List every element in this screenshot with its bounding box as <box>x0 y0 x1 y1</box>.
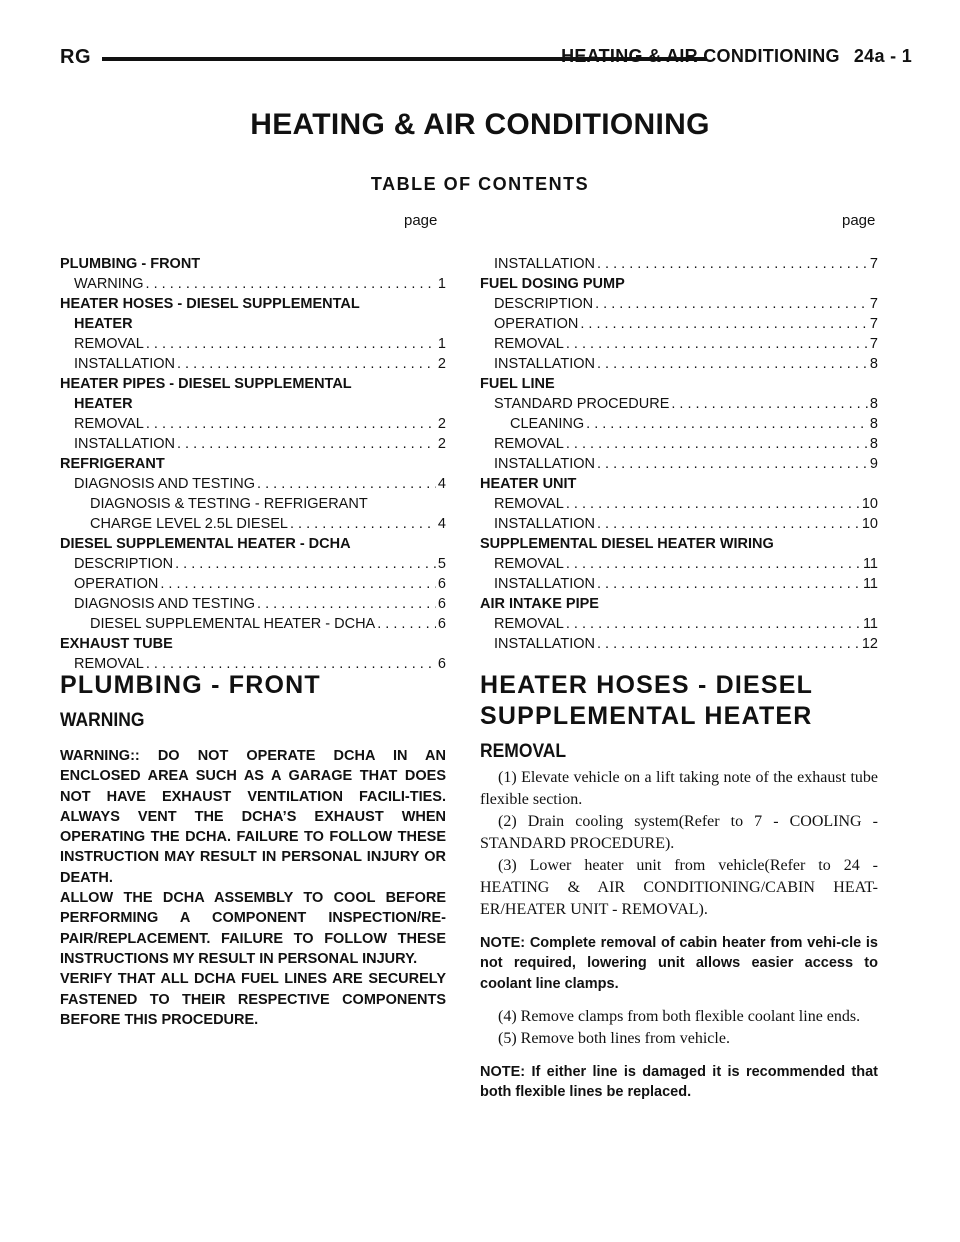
warning-block <box>60 746 446 1030</box>
toc-entry-label: OPERATION <box>494 316 579 332</box>
toc-entry-label: INSTALLATION <box>74 356 175 372</box>
toc-leader-dots <box>669 394 868 414</box>
toc-entry <box>480 254 878 274</box>
toc-entry-page: 8 <box>869 396 878 412</box>
toc-entry-label: REMOVAL <box>494 436 564 452</box>
toc-entry-page: 6 <box>437 576 446 592</box>
toc-entry-label: FUEL DOSING PUMP <box>480 276 625 292</box>
toc-entry <box>480 514 878 534</box>
section-title-line: SUPPLEMENTAL HEATER <box>480 702 813 730</box>
toc-entry-page: 1 <box>437 276 446 292</box>
toc-leader-dots <box>175 354 436 374</box>
toc-entry <box>60 614 446 634</box>
toc-left-column <box>60 254 446 674</box>
toc-entry-label: REMOVAL <box>494 496 564 512</box>
procedure-step: (2) Drain cooling system(Refer to 7 - COOLING - STANDARD PROCEDURE). <box>480 813 878 852</box>
toc-entry-label: DIESEL SUPPLEMENTAL HEATER - DCHA <box>60 536 351 552</box>
procedure-step: (5) Remove both lines from vehicle. <box>498 1029 730 1047</box>
toc-title: TABLE OF CONTENTS <box>370 174 590 194</box>
toc-leader-dots <box>564 554 861 574</box>
procedure-step: (1) Elevate vehicle on a lift taking note of the exhaust tube flexible section. <box>480 769 878 808</box>
warning-paragraph: VERIFY THAT ALL DCHA FUEL LINES ARE SECURELY FASTENED TO THEIR RESPECTIVE COMPONENTS BEFORE THIS PROCEDURE. <box>60 971 446 1028</box>
toc-entry <box>60 374 446 394</box>
toc-entry-label: STANDARD PROCEDURE <box>494 396 670 412</box>
toc-entry-label: HEATER UNIT <box>480 476 577 492</box>
note: NOTE: If either line is damaged it is recommended that both flexible lines be replaced. <box>480 1063 878 1101</box>
toc-entry <box>60 494 446 514</box>
toc-entry-label: INSTALLATION <box>494 356 595 372</box>
toc-entry <box>60 574 446 594</box>
toc-leader-dots <box>255 594 436 614</box>
toc-entry-label: INSTALLATION <box>494 576 595 592</box>
toc-entry-label: SUPPLEMENTAL DIESEL HEATER WIRING <box>480 536 774 552</box>
toc-leader-dots <box>595 634 860 654</box>
subsection-title: WARNING <box>60 710 145 731</box>
toc-entry <box>60 254 446 274</box>
toc-entry <box>60 434 446 454</box>
toc-entry-label: DIAGNOSIS AND TESTING <box>74 596 256 612</box>
toc-leader-dots <box>593 294 868 314</box>
toc-entry <box>60 314 446 334</box>
toc-entry-label: INSTALLATION <box>494 636 595 652</box>
toc-entry-label: HEATER <box>74 396 133 412</box>
toc-entry <box>480 594 878 614</box>
toc-entry <box>60 414 446 434</box>
toc-leader-dots <box>564 334 868 354</box>
section-title-line: HEATER HOSES - DIESEL <box>480 671 814 699</box>
toc-entry <box>480 534 878 554</box>
toc-entry <box>480 374 878 394</box>
procedure-steps <box>480 767 878 1102</box>
toc-entry-page: 11 <box>862 556 878 572</box>
toc-leader-dots <box>578 314 868 334</box>
toc-leader-dots <box>144 334 436 354</box>
toc-entry <box>480 294 878 314</box>
toc-entry-label: INSTALLATION <box>494 256 595 272</box>
toc-entry-label: PLUMBING - FRONT <box>60 256 201 272</box>
toc-entry-label: REMOVAL <box>74 656 144 672</box>
toc-entry-page: 8 <box>869 356 878 372</box>
toc-entry <box>480 354 878 374</box>
toc-entry-page: 4 <box>437 476 446 492</box>
toc-entry-page: 6 <box>437 656 446 672</box>
toc-entry-label: CLEANING <box>510 416 585 432</box>
toc-leader-dots <box>375 614 436 634</box>
toc-entry-page: 12 <box>861 636 878 652</box>
toc-entry-page: 9 <box>869 456 878 472</box>
toc-leader-dots <box>564 434 868 454</box>
toc-leader-dots <box>564 494 860 514</box>
toc-entry <box>480 434 878 454</box>
toc-entry <box>480 574 878 594</box>
toc-entry <box>480 554 878 574</box>
section-title <box>480 670 878 732</box>
toc-entry-label: HEATER <box>74 316 133 332</box>
toc-leader-dots <box>595 454 868 474</box>
procedure-step: (3) Lower heater unit from vehicle(Refer to 24 - HEATING & AIR CONDITIONING/CABIN HEAT-ER/HEATER UNIT - REMOVAL). <box>480 857 878 918</box>
toc-leader-dots <box>595 254 868 274</box>
header-page-number: 24a - 1 <box>853 46 912 66</box>
toc-entry <box>480 474 878 494</box>
toc-entry-label: HEATER HOSES - DIESEL SUPPLEMENTAL <box>60 296 360 312</box>
toc-entry <box>480 334 878 354</box>
toc-leader-dots <box>595 354 868 374</box>
section-plumbing-front <box>60 670 446 1030</box>
toc-leader-dots <box>595 514 860 534</box>
toc-entry-page: 8 <box>869 436 878 452</box>
toc-entry <box>60 514 446 534</box>
toc-entry <box>480 634 878 654</box>
toc-entry-label: REFRIGERANT <box>60 456 165 472</box>
section-heater-hoses <box>480 670 878 1102</box>
toc-leader-dots <box>173 554 436 574</box>
toc-right-column <box>480 254 878 654</box>
toc-entry-label: REMOVAL <box>74 336 144 352</box>
toc-entry-page: 11 <box>862 616 878 632</box>
toc-entry-page: 7 <box>869 256 878 272</box>
toc-entry <box>60 394 446 414</box>
toc-entry-label: FUEL LINE <box>480 376 555 392</box>
toc-entry <box>60 534 446 554</box>
toc-entry <box>480 314 878 334</box>
toc-entry-page: 2 <box>437 416 446 432</box>
toc-entry <box>480 414 878 434</box>
toc-leader-dots <box>255 474 436 494</box>
toc-entry-label: INSTALLATION <box>494 456 595 472</box>
toc-entry <box>60 554 446 574</box>
toc-entry-page: 8 <box>869 416 878 432</box>
toc-entry <box>480 614 878 634</box>
toc-entry-label: REMOVAL <box>74 416 144 432</box>
toc-page-label-right: page <box>842 212 876 229</box>
toc-entry-label: DESCRIPTION <box>494 296 594 312</box>
toc-entry <box>60 334 446 354</box>
toc-entry <box>60 274 446 294</box>
toc-entry-page: 11 <box>862 576 878 592</box>
toc-entry-page: 6 <box>437 596 446 612</box>
toc-entry-label: DIESEL SUPPLEMENTAL HEATER - DCHA <box>90 616 376 632</box>
header-title: HEATING & AIR CONDITIONING <box>561 46 840 66</box>
toc-entry-page: 6 <box>437 616 446 632</box>
note: NOTE: Complete removal of cabin heater from vehi-cle is not required, lowering unit allows easier access to coolant line clamps. <box>480 935 878 992</box>
toc-entry <box>480 494 878 514</box>
toc-entry <box>60 474 446 494</box>
toc-leader-dots <box>288 514 436 534</box>
toc-entry-page: 1 <box>437 336 446 352</box>
toc-entry-page: 4 <box>437 516 446 532</box>
toc-entry-label: INSTALLATION <box>74 436 175 452</box>
toc-leader-dots <box>595 574 861 594</box>
toc-entry-label: OPERATION <box>74 576 159 592</box>
toc-entry-label: WARNING <box>74 276 144 292</box>
toc-entry-page: 7 <box>869 316 878 332</box>
warning-paragraph: ALLOW THE DCHA ASSEMBLY TO COOL BEFORE PERFORMING A COMPONENT INSPECTION/RE-PAIR/REPLACEMENT. FAILURE TO FOLLOW THESE INSTRUCTIONS MY RESULT IN PERSONAL INJURY. <box>60 890 446 967</box>
toc-entry <box>480 454 878 474</box>
toc-entry <box>60 634 446 654</box>
toc-entry-label: REMOVAL <box>494 556 564 572</box>
toc-leader-dots <box>144 414 436 434</box>
toc-entry-label: INSTALLATION <box>494 516 595 532</box>
toc-entry-page: 10 <box>861 496 878 512</box>
toc-entry-label: EXHAUST TUBE <box>60 636 173 652</box>
toc-leader-dots <box>175 434 436 454</box>
procedure-step: (4) Remove clamps from both flexible coolant line ends. <box>498 1007 861 1025</box>
subsection-title: REMOVAL <box>480 741 567 762</box>
toc-entry-label: HEATER PIPES - DIESEL SUPPLEMENTAL <box>60 376 352 392</box>
toc-leader-dots <box>584 414 868 434</box>
section-title: PLUMBING - FRONT <box>60 671 321 699</box>
toc-entry-label: AIR INTAKE PIPE <box>480 596 599 612</box>
toc-entry-label: DIAGNOSIS & TESTING - REFRIGERANT <box>90 496 368 512</box>
toc-leader-dots <box>564 614 861 634</box>
toc-leader-dots <box>158 574 436 594</box>
toc-entry-page: 2 <box>437 356 446 372</box>
toc-entry-label: DESCRIPTION <box>74 556 174 572</box>
toc-entry <box>480 394 878 414</box>
toc-entry <box>60 454 446 474</box>
toc-entry-page: 5 <box>437 556 446 572</box>
header-section-code: RG <box>60 46 91 68</box>
toc-entry-label: DIAGNOSIS AND TESTING <box>74 476 256 492</box>
toc-entry-page: 7 <box>869 296 878 312</box>
toc-entry-page: 2 <box>437 436 446 452</box>
toc-page-label-left: page <box>404 212 438 229</box>
toc-entry-page: 7 <box>869 336 878 352</box>
toc-entry-page: 10 <box>861 516 878 532</box>
toc-entry <box>480 274 878 294</box>
toc-entry-label: REMOVAL <box>494 616 564 632</box>
toc-entry <box>60 594 446 614</box>
header-title-group <box>561 46 912 67</box>
toc-entry-label: CHARGE LEVEL 2.5L DIESEL <box>90 516 288 532</box>
page-header <box>60 46 912 72</box>
toc-entry <box>60 294 446 314</box>
toc-entry-label: REMOVAL <box>494 336 564 352</box>
toc-leader-dots <box>144 274 436 294</box>
page-title: HEATING & AIR CONDITIONING <box>250 108 710 141</box>
toc-entry <box>60 354 446 374</box>
warning-paragraph: WARNING:: DO NOT OPERATE DCHA IN AN ENCLOSED AREA SUCH AS A GARAGE THAT DOES NOT HAVE EXHAUST VENTILATION FACILI-TIES. ALWAYS VENT THE DCHA’S EXHAUST WHEN OPERATING THE DCHA. FAILURE TO FOLLOW THESE INSTRUCTION MAY RESULT IN PERSONAL INJURY OR DEATH. <box>60 748 446 886</box>
